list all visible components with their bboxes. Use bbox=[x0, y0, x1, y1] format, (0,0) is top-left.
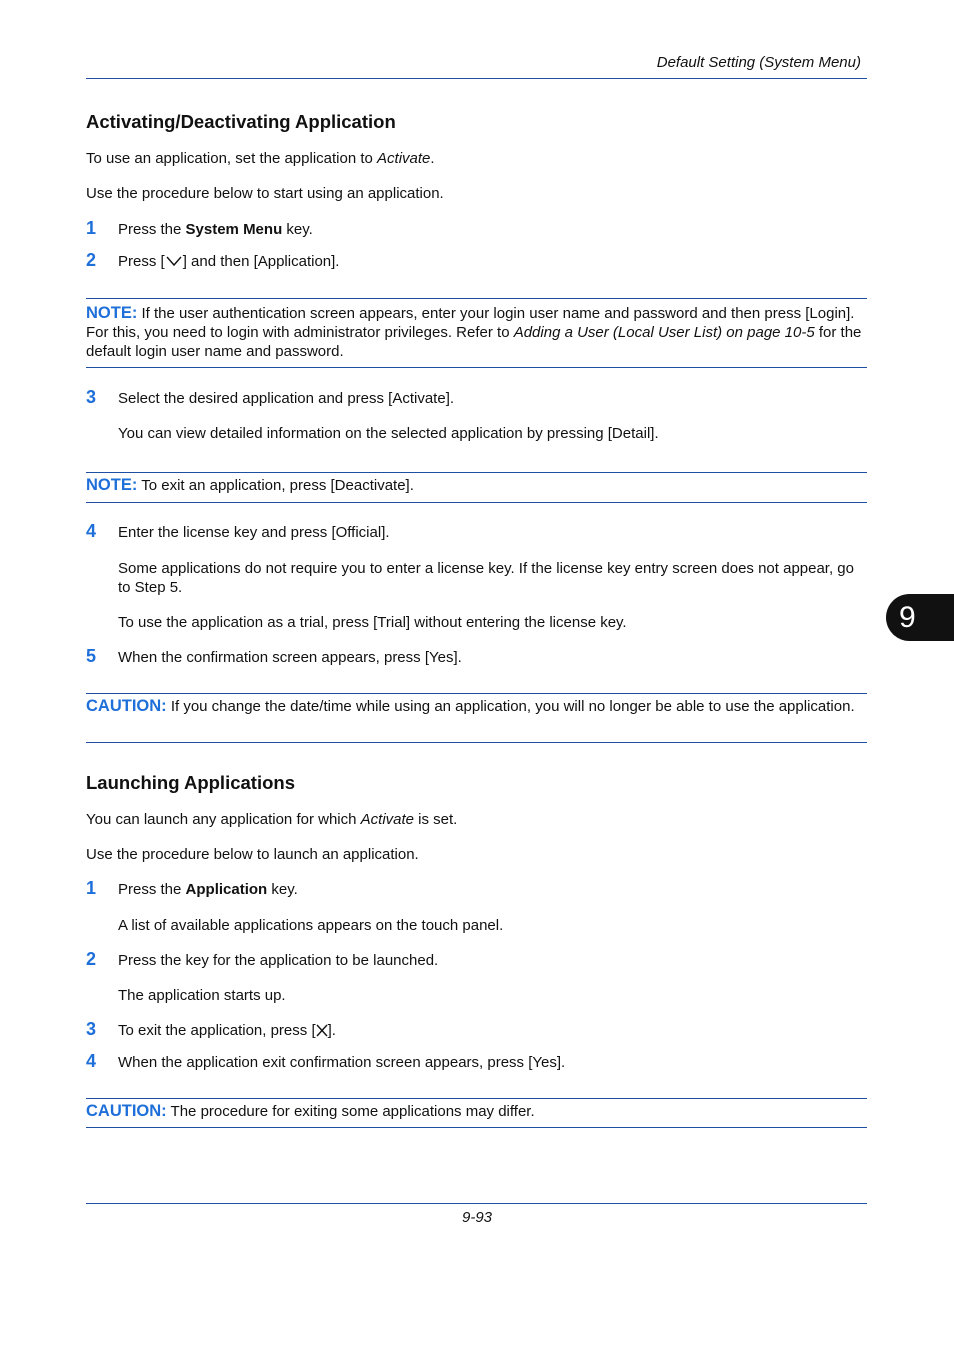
caution-label: CAUTION: bbox=[86, 1102, 167, 1120]
caution-rule-top bbox=[86, 693, 867, 694]
section-title-launching: Launching Applications bbox=[86, 772, 295, 793]
step-number: 2 bbox=[86, 250, 97, 270]
step-subtext: You can view detailed information on the selected application by pressing [Detail]. bbox=[118, 425, 659, 442]
note-label: NOTE: bbox=[86, 304, 138, 322]
step-number: 5 bbox=[86, 646, 97, 666]
step-text: Press the key for the application to be launched. bbox=[118, 952, 439, 969]
step-text: To exit the application, press [ ]. bbox=[118, 1021, 867, 1042]
step-text: Select the desired application and press [Activate]. bbox=[118, 390, 455, 407]
step-text: Enter the license key and press [Official]. bbox=[118, 524, 390, 541]
step-number: 4 bbox=[86, 521, 97, 541]
step-subtext: To use the application as a trial, press [Trial] without entering the license key. bbox=[118, 614, 627, 631]
caution-rule-bottom bbox=[86, 742, 867, 743]
section-title-activating: Activating/Deactivating Application bbox=[86, 111, 396, 132]
footer-rule bbox=[86, 1203, 867, 1204]
note-label: NOTE: bbox=[86, 476, 138, 494]
paragraph-procedure-intro: Use the procedure below to launch an application. bbox=[86, 846, 419, 863]
note-rule-top bbox=[86, 472, 867, 473]
paragraph-procedure-intro: Use the procedure below to start using an application. bbox=[86, 185, 444, 202]
paragraph-activate-intro: To use an application, set the application to Activate. bbox=[86, 150, 435, 167]
step-subtext: The application starts up. bbox=[118, 987, 286, 1004]
step-text: Press the Application key. bbox=[118, 881, 298, 898]
note-block: NOTE: If the user authentication screen appears, enter your login user name and password and then press [Login]. For this, you need to login with administrator privileges. Refer to Adding a User (Local User List) on page 10-5 for the default login user name and password. bbox=[86, 304, 862, 360]
step-text: When the confirmation screen appears, press [Yes]. bbox=[118, 649, 462, 666]
step-number: 1 bbox=[86, 878, 97, 898]
note-block: NOTE: To exit an application, press [Deactivate]. bbox=[86, 476, 414, 494]
step-text: Press the System Menu key. bbox=[118, 221, 313, 238]
step-number: 1 bbox=[86, 218, 97, 238]
caution-block: CAUTION: The procedure for exiting some applications may differ. bbox=[86, 1102, 535, 1120]
step-number: 3 bbox=[86, 387, 97, 407]
caution-block: CAUTION: If you change the date/time while using an application, you will no longer be able to use the application. bbox=[86, 697, 855, 715]
close-x-icon bbox=[316, 1023, 328, 1042]
note-rule-top bbox=[86, 298, 867, 299]
chevron-down-icon bbox=[165, 254, 183, 273]
step-subtext: A list of available applications appears on the touch panel. bbox=[118, 917, 504, 934]
note-rule-bottom bbox=[86, 502, 867, 503]
page-number: 9-93 bbox=[461, 1209, 493, 1226]
step-text: Press [ ] and then [Application]. bbox=[118, 252, 867, 273]
caution-rule-top bbox=[86, 1098, 867, 1099]
step-number: 2 bbox=[86, 949, 97, 969]
caution-rule-bottom bbox=[86, 1127, 867, 1128]
paragraph-launch-intro: You can launch any application for which Activate is set. bbox=[86, 811, 458, 828]
step-subtext: Some applications do not require you to enter a license key. If the license key entry screen does not appear, go to Step 5. bbox=[118, 560, 854, 596]
note-rule-bottom bbox=[86, 367, 867, 368]
step-text: When the application exit confirmation screen appears, press [Yes]. bbox=[118, 1054, 566, 1071]
header-rule bbox=[86, 78, 867, 79]
step-number: 4 bbox=[86, 1051, 97, 1071]
running-header: Default Setting (System Menu) bbox=[656, 54, 861, 71]
chapter-tab: 9 bbox=[886, 594, 954, 641]
caution-label: CAUTION: bbox=[86, 697, 167, 715]
step-number: 3 bbox=[86, 1019, 97, 1039]
